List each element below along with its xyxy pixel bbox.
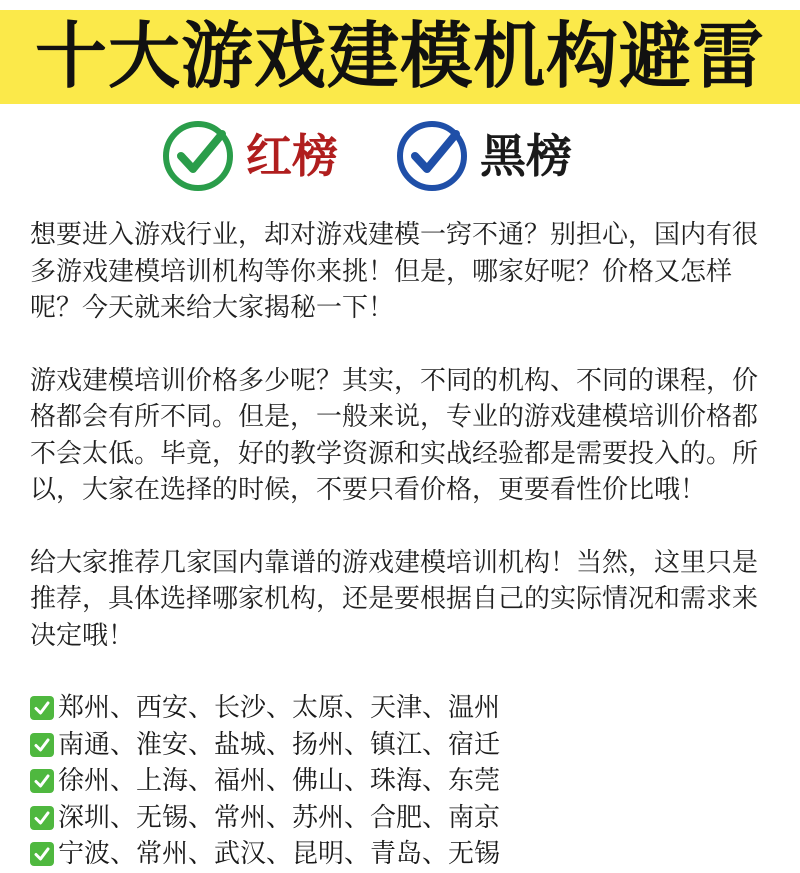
text-line: 以，大家在选择的时候，不要只看价格，更要看性价比哦！ — [30, 475, 707, 505]
text-line: 格都会有所不同。但是，一般来说，专业的游戏建模培训价格都 — [30, 402, 759, 432]
text-line: 推荐，具体选择哪家机构，还是要根据自己的实际情况和需求来 — [30, 584, 759, 614]
check-mark-icon — [30, 806, 54, 830]
city-names: 徐州、上海、福州、佛山、珠海、东莞 — [58, 766, 501, 796]
list-item — [30, 727, 780, 764]
city-names: 郑州、西安、长沙、太原、天津、温州 — [58, 693, 501, 723]
city-names: 深圳、无锡、常州、苏州、合肥、南京 — [58, 802, 501, 833]
red-list-label: 红榜 — [246, 129, 338, 183]
check-mark-icon — [30, 769, 54, 793]
list-item — [30, 690, 780, 727]
intro-paragraph — [30, 217, 780, 327]
blue-check-circle-icon — [394, 118, 470, 194]
text-line: 想要进入游戏行业，却对游戏建模一窍不通？别担心，国内有很 — [30, 220, 759, 250]
city-list — [30, 690, 780, 873]
text-line: 决定哦！ — [30, 620, 135, 651]
green-check-circle-icon — [160, 118, 236, 194]
text-line: 多游戏建模培训机构等你来挑！但是，哪家好呢？价格又怎样 — [30, 256, 733, 287]
recommend-paragraph — [30, 545, 780, 655]
text-line: 呢？今天就来给大家揭秘一下！ — [30, 293, 395, 323]
check-mark-icon — [30, 733, 54, 757]
list-item — [30, 800, 780, 837]
article-body — [30, 217, 780, 873]
city-names: 宁波、常州、武汉、昆明、青岛、无锡 — [58, 839, 501, 869]
text-line: 不会太低。毕竟，好的教学资源和实战经验都是需要投入的。所 — [30, 438, 759, 469]
black-list-badge — [394, 118, 572, 194]
list-item — [30, 763, 780, 800]
price-paragraph — [30, 363, 780, 509]
badge-row — [0, 118, 800, 194]
city-names: 南通、淮安、盐城、扬州、镇江、宿迁 — [58, 729, 501, 760]
text-line: 给大家推荐几家国内靠谱的游戏建模培训机构！当然，这里只是 — [30, 547, 759, 578]
page-title: 十大游戏建模机构避雷 — [34, 14, 765, 98]
black-list-label: 黑榜 — [480, 129, 572, 183]
text-line: 游戏建模培训价格多少呢？其实，不同的机构、不同的课程，价 — [30, 365, 759, 396]
check-mark-icon — [30, 696, 54, 720]
check-mark-icon — [30, 842, 54, 866]
list-item — [30, 836, 780, 873]
red-list-badge — [160, 118, 338, 194]
